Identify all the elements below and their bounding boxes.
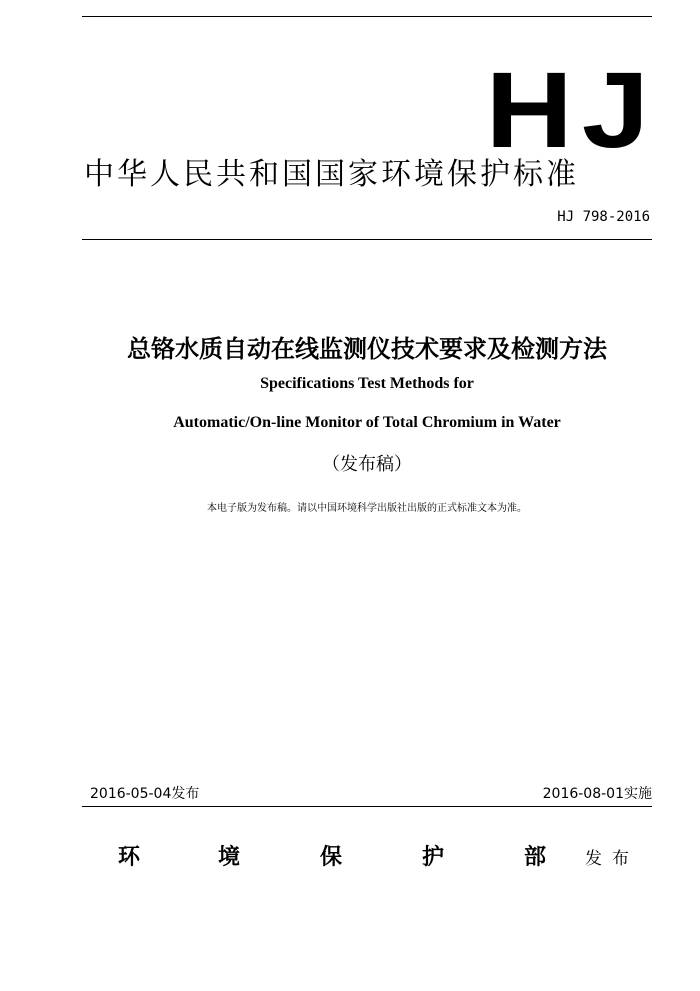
english-title-line-2: Automatic/On-line Monitor of Total Chromium in Water bbox=[173, 414, 561, 431]
header-rule bbox=[82, 239, 652, 240]
publish-date: 2016-05-04发布 bbox=[90, 786, 200, 802]
issuer-char: 护 bbox=[422, 845, 445, 870]
top-rule bbox=[82, 16, 652, 17]
effective-date: 2016-08-01实施 bbox=[542, 786, 652, 802]
footer-rule bbox=[82, 806, 652, 807]
issuer-char: 保 bbox=[320, 845, 343, 870]
standard-category: 中华人民共和国国家环境保护标准 bbox=[84, 157, 579, 192]
issuer-char: 环 bbox=[118, 845, 141, 870]
english-title-line-1: Specifications Test Methods for bbox=[260, 375, 474, 392]
edition-note: 本电子版为发布稿。请以中国环境科学出版社出版的正式标准文本为准。 bbox=[207, 503, 527, 514]
standard-number: HJ 798-2016 bbox=[557, 209, 650, 225]
issuer-char: 部 bbox=[524, 845, 547, 870]
hj-logo: HJ bbox=[485, 49, 658, 170]
issuer-char: 境 bbox=[218, 845, 241, 870]
document-title: 总铬水质自动在线监测仪技术要求及检测方法 bbox=[127, 335, 607, 363]
issuer-suffix: 发布 bbox=[585, 849, 639, 869]
release-status: （发布稿） bbox=[322, 454, 412, 475]
